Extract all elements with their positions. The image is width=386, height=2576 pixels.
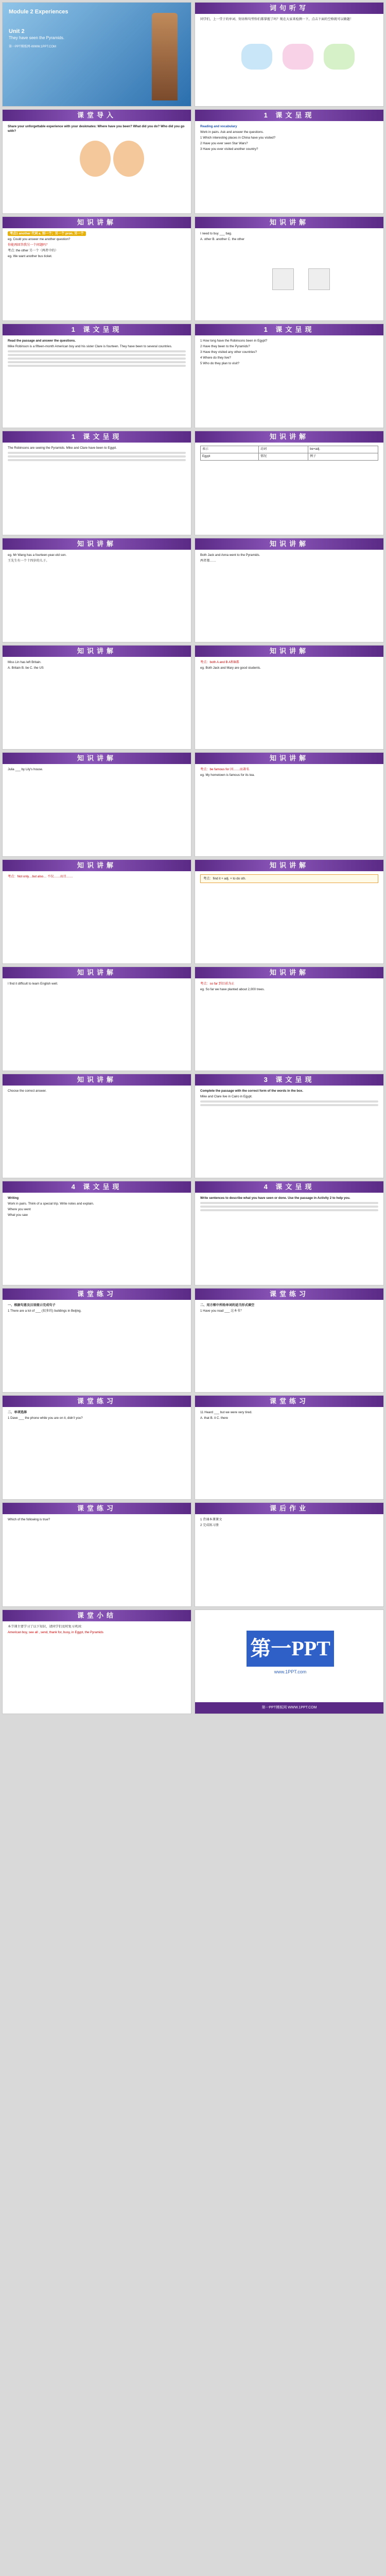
slide-text: A. other B. another C. the other [200, 238, 244, 241]
slide-header: 1 课文呈现 [3, 324, 191, 335]
slide-text: Work in pairs. Ask and answer the questions. [200, 130, 264, 134]
slide-text: eg. Mr Wang has a fourteen-year-old son. [8, 553, 67, 557]
module-title: Module 2 Experiences [9, 9, 68, 15]
slide-intro [2, 109, 191, 214]
slide-text: 考点：Not only…but also… 不仅……而且…… [8, 875, 73, 878]
slide-header: 课堂导入 [3, 110, 191, 121]
card-icon [241, 44, 272, 70]
slide-text: 3 Have you ever visited another country? [200, 147, 258, 151]
slide-text: Choose the correct answer. [8, 1089, 47, 1093]
slide-text: eg. Could you answer me another question? [8, 238, 71, 241]
slide-text: 1 There are a lot of ___ (很多的) buildings in Beijing. [8, 1309, 82, 1313]
slide-header: 知识讲解 [195, 431, 383, 443]
slide-summary [2, 1609, 191, 1714]
slide-text: Both Jack and Anna went to the Pyramids. [200, 553, 260, 557]
slide-cover [2, 2, 191, 107]
slide-practice [2, 1395, 191, 1500]
slide-text: 4 Where do they live? [200, 356, 231, 360]
slide-text: eg. Both Jack and Mary are good students. [200, 666, 261, 670]
footer: 第一PPT模板网 WWW.1PPT.COM [195, 1702, 383, 1714]
slide-knowledge [2, 538, 191, 642]
slide-text: Reading and vocabulary [200, 125, 237, 128]
slide-text: Writing [8, 1196, 19, 1200]
unit-label: Unit 2 [9, 28, 25, 35]
slide-text: eg. So far we have planted about 2,000 trees. [200, 988, 265, 991]
slide-header: 4 课文呈现 [3, 1181, 191, 1193]
slide-header: 4 课文呈现 [195, 1181, 383, 1193]
slide-text: eg. We want another bus ticket. [8, 255, 52, 258]
slide-text: 5 Who do they plan to visit? [200, 362, 240, 365]
slide-header: 课堂练习 [195, 1289, 383, 1300]
table-cell: 表示 [201, 446, 259, 453]
slide-knowledge [2, 967, 191, 1071]
slide-passage [2, 324, 191, 428]
slide-header: 知识讲解 [195, 217, 383, 228]
slide-header: 知识讲解 [3, 967, 191, 978]
slide-text: 1 Have you read ___ 这本书？ [200, 1309, 243, 1313]
slide-practice [2, 1288, 191, 1393]
slide-text: 考点：so far 到目前为止 [200, 982, 235, 986]
slide-practice [195, 1395, 384, 1500]
text-line [200, 1100, 378, 1103]
slide-knowledge [2, 859, 191, 964]
slide-text: 两者都…… [200, 559, 216, 563]
site-label: 第一PPT模板网-WWW.1PPT.COM [9, 45, 56, 48]
slide-text: 你能再回答我另一个问题吗？ [8, 243, 49, 247]
text-line [200, 1206, 378, 1208]
text-line [8, 365, 186, 367]
slide-text: 同学们，上一堂于的单词、短语和句型你们都掌握了吗？现在大家来检测一下，点击下面的空格就可以做题！ [200, 18, 353, 21]
slide-text: 一、根据句意及汉语提示完成句子 [8, 1303, 56, 1307]
slide-text: 2 Have you ever seen Star Wars? [200, 142, 248, 145]
slide-text: 王先生有一个十四岁的儿子。 [8, 559, 49, 563]
slide-text: 本节课主要学习了以下知识，请同学们及时复习巩固： [8, 1625, 84, 1629]
slide-text: 2 Have they been to the Pyramids? [200, 345, 250, 348]
slide-header: 知识讲解 [195, 967, 383, 978]
slide-text: Julia ___ by Lily's house. [8, 768, 43, 771]
slide-logo [195, 1609, 384, 1714]
slide-knowledge [2, 216, 191, 321]
text-line [8, 358, 186, 360]
text-line [8, 459, 186, 461]
table-cell: 例子 [308, 453, 378, 461]
slide-passage [2, 431, 191, 535]
text-line [200, 1209, 378, 1211]
logo-url: www.1PPT.com [274, 1669, 307, 1674]
knowledge-table [200, 446, 378, 461]
slide-text: What you saw [8, 1213, 28, 1217]
slide-text: 1 Which interesting places in China have you visited? [200, 136, 276, 140]
slide-knowledge [195, 859, 384, 964]
slide-text: Where you went [8, 1208, 31, 1211]
slide-text: 二、单项选择 [8, 1411, 27, 1414]
slide-header: 课堂练习 [3, 1503, 191, 1514]
slide-complete-passage [195, 1074, 384, 1178]
bag-icon [308, 268, 330, 290]
slide-header: 知识讲解 [3, 753, 191, 764]
ppt-logo: 第一PPT [247, 1631, 334, 1667]
slide-header: 课堂练习 [195, 1396, 383, 1407]
slide-reading [195, 109, 384, 214]
slide-header: 1 课文呈现 [3, 431, 191, 443]
slide-knowledge [2, 645, 191, 750]
slide-text: Work in pairs. Think of a special trip. Write notes and explain. [8, 1202, 94, 1206]
slide-header: 知识讲解 [195, 538, 383, 550]
slide-text: Share your unforgettable experience with your deskmates: Where have you been? What did you do? Who did you go with? [8, 125, 185, 133]
slide-homework [195, 1502, 384, 1607]
slide-text: Mike and Clare live in Cairo in Egypt. [200, 1095, 253, 1098]
table-cell: Egypt [201, 453, 259, 461]
table-cell: be+adj. [308, 446, 378, 453]
text-line [8, 452, 186, 454]
slide-header: 知识讲解 [3, 860, 191, 871]
slide-text: Complete the passage with the correct form of the words in the box. [200, 1089, 304, 1093]
text-line [8, 361, 186, 363]
slide-text: 考点：both A and B A和B都 [200, 660, 239, 664]
slide-text: 3 Have they visited any other countries? [200, 350, 257, 354]
statue-of-liberty-image [152, 13, 178, 100]
slide-header: 知识讲解 [3, 538, 191, 550]
slide-text: 11 Heard ___ but we were very tired. [200, 1411, 252, 1414]
slide-header: 课堂练习 [3, 1289, 191, 1300]
slide-header: 知识讲解 [3, 1074, 191, 1086]
slide-text: 2 完成练习册 [200, 1523, 219, 1527]
slide-text: eg. My hometown is famous for its tea. [200, 773, 255, 777]
slide-text: Read the passage and answer the questions. [8, 339, 76, 343]
text-line [200, 1202, 378, 1204]
slide-header: 课堂练习 [3, 1396, 191, 1407]
table-cell: 动词 [258, 446, 308, 453]
slide-text: I find it difficult to learn English well. [8, 982, 58, 986]
slide-header: 知识讲解 [195, 753, 383, 764]
slide-text: American boy, see all , send, thank for, busy, in Egypt, the Pyramids [8, 1631, 103, 1634]
slide-knowledge [195, 645, 384, 750]
slide-header: 3 课文呈现 [195, 1074, 383, 1086]
cartoon-kid-image [113, 141, 144, 177]
slide-header: 课后作业 [195, 1503, 383, 1514]
slide-knowledge [195, 752, 384, 857]
slide-writing [2, 1181, 191, 1285]
slide-text: 考点：find it + adj. + to do sth. [200, 874, 378, 883]
slide-text: A. that B. it C. there [200, 1416, 228, 1420]
slide-text: 考点: the other 另一个（两者中的） [8, 249, 58, 252]
slide-text: I need to buy ___ bag. [200, 232, 232, 235]
bag-icon [272, 268, 294, 290]
slide-knowledge [2, 1074, 191, 1178]
card-icon [283, 44, 313, 70]
slide-dictation [195, 2, 384, 107]
card-icon [324, 44, 355, 70]
slide-text: 1 背诵本课课文 [200, 1518, 222, 1521]
slide-knowledge [195, 216, 384, 321]
slide-text: 二、用方框中所给单词的适当形式填空 [200, 1303, 255, 1307]
slide-text: Write sentences to describe what you have seen or done. Use the passage in Activity 2 to help you. [200, 1196, 350, 1200]
table-cell: 情况 [258, 453, 308, 461]
slide-knowledge [2, 752, 191, 857]
slide-questions [195, 324, 384, 428]
point-tag: 考点1 another 代词 a. 别一个；另一个 pron. 另一个 [8, 231, 86, 236]
text-line [200, 1104, 378, 1106]
slide-text: Mike Robinson is a fifteen-month American boy and his sister Clare is fourteen. They have been to several countries. [8, 345, 172, 348]
slide-text: 1 Dave ___ the phone while you are on it, didn't you? [8, 1416, 83, 1420]
text-line [8, 455, 186, 457]
slide-header: 1 课文呈现 [195, 110, 383, 121]
slide-header: 知识讲解 [3, 646, 191, 657]
slide-header: 1 课文呈现 [195, 324, 383, 335]
slide-text: The Robinsons are seeing the Pyramids. Mike and Clare have been to Egypt. [8, 446, 117, 450]
slide-header: 词句听写 [195, 3, 383, 14]
slide-header: 课堂小结 [3, 1610, 191, 1621]
cartoon-kid-image [80, 141, 111, 177]
slide-header: 知识讲解 [3, 217, 191, 228]
slide-text: Which of the following is true? [8, 1518, 50, 1521]
slide-knowledge [195, 538, 384, 642]
slide-text: 考点：be famous for 因……而著名 [200, 768, 250, 771]
slide-knowledge [195, 967, 384, 1071]
slide-header: 知识讲解 [195, 860, 383, 871]
unit-title: They have seen the Pyramids. [9, 36, 65, 40]
slide-text: A. Britain B. be C. the US [8, 666, 44, 670]
slide-writing [195, 1181, 384, 1285]
slide-table [195, 431, 384, 535]
slide-text: Miss Lin has left Britain. [8, 660, 42, 664]
slide-text: 1 How long have the Robinsons been in Egypt? [200, 339, 268, 343]
slide-practice [2, 1502, 191, 1607]
slide-header: 知识讲解 [195, 646, 383, 657]
slide-practice [195, 1288, 384, 1393]
text-line [8, 354, 186, 356]
text-line [8, 350, 186, 352]
